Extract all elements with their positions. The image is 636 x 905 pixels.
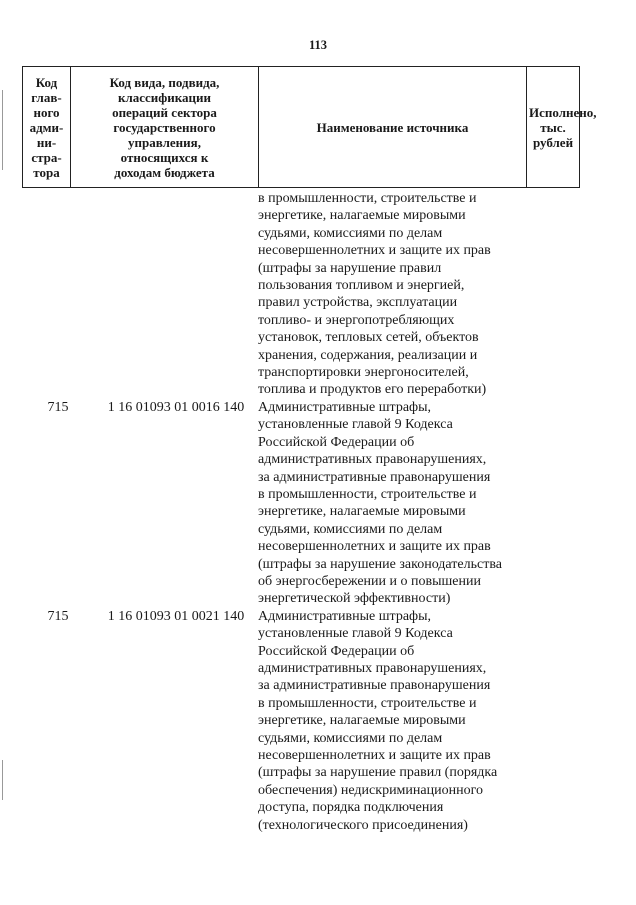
- source-name-line: энергетической эффективности): [258, 591, 451, 607]
- classification-code-cell: 1 16 01093 01 0021 140: [107, 608, 245, 624]
- source-name-line: несовершеннолетних и защите их прав: [258, 539, 491, 555]
- header-line: рублей: [532, 134, 574, 150]
- header-line: доходам бюджета: [114, 164, 215, 180]
- scan-edge-mark: [2, 90, 3, 170]
- source-name-line: Административные штрафы,: [258, 399, 432, 415]
- header-line: ни-: [36, 134, 57, 150]
- source-name-line: за административные правонарушения: [258, 469, 491, 485]
- table-rows: [22, 399, 579, 834]
- header-line: Исполнено,: [529, 104, 597, 120]
- source-name-line: Административные штрафы,: [258, 608, 432, 624]
- header-line: адми-: [29, 119, 64, 135]
- source-name-line: в промышленности, строительстве и: [258, 191, 477, 206]
- source-name-line: судьями, комиссиями по делам: [258, 521, 443, 537]
- source-name-line: правил устройства, эксплуатации: [258, 295, 458, 311]
- table-row: [22, 608, 579, 834]
- header-line: стра-: [31, 149, 62, 165]
- header-line: относящихся к: [120, 149, 209, 165]
- source-name-line: в промышленности, строительстве и: [258, 695, 477, 711]
- admin-code-cell: 715: [47, 399, 69, 415]
- source-name-line: несовершеннолетних и защите их прав: [258, 748, 491, 763]
- source-name-line: энергетике, налагаемые мировыми: [258, 504, 466, 520]
- source-name-line: транспортировки энергоносителей,: [258, 365, 469, 381]
- source-name-cell: [258, 608, 526, 834]
- source-name-line: об энергосбережении и о повышении: [258, 573, 481, 589]
- source-name-line: несовершеннолетних и защите их прав: [258, 243, 491, 259]
- source-name-line: (штрафы за нарушение законодательства: [258, 556, 502, 572]
- source-name-line: пользования топливом и энергией,: [258, 278, 465, 294]
- header-classification-code: [71, 67, 259, 188]
- source-name-line: за административные правонарушения: [258, 678, 491, 694]
- header-line: тора: [33, 164, 60, 180]
- source-name-line: обеспечения) недискриминационного: [258, 782, 483, 798]
- source-name-line: (штрафы за нарушение правил (порядка: [258, 765, 498, 781]
- header-admin-code: [23, 67, 71, 188]
- header-line: глав-: [31, 89, 62, 105]
- source-name-line: топливо- и энергопотребляющих: [258, 312, 455, 328]
- header-line: операций сектора: [112, 104, 217, 120]
- header-line: государственного: [113, 119, 216, 135]
- header-line: ного: [33, 104, 60, 120]
- table-body: [22, 190, 579, 834]
- source-name-line: в промышленности, строительстве и: [258, 486, 477, 502]
- header-source-name: [259, 67, 527, 188]
- source-name-line: доступа, порядка подключения: [258, 800, 444, 816]
- header-line: управления,: [128, 134, 201, 150]
- source-name-line: административных правонарушениях,: [258, 660, 487, 676]
- header-line: Код вида, подвида,: [109, 74, 220, 90]
- source-name-line: (штрафы за нарушение правил: [258, 260, 442, 276]
- source-name-line: энергетике, налагаемые мировыми: [258, 713, 466, 729]
- sources-table-header: [22, 66, 597, 188]
- classification-code-cell: 1 16 01093 01 0016 140: [107, 399, 245, 415]
- scan-edge-mark: [2, 760, 3, 800]
- source-name-line: установленные главой 9 Кодекса: [258, 417, 453, 433]
- header-line: Код: [35, 74, 58, 90]
- admin-code-cell: 715: [47, 608, 69, 624]
- source-name-line: установок, тепловых сетей, объектов: [258, 330, 479, 346]
- source-name-line: судьями, комиссиями по делам: [258, 225, 443, 241]
- page-number: 113: [308, 38, 328, 52]
- header-line: классификации: [117, 89, 212, 105]
- table-row: [22, 399, 579, 608]
- continuation-text: [258, 190, 526, 399]
- source-name-line: энергетике, налагаемые мировыми: [258, 208, 466, 224]
- source-name-line: топлива и продуктов его переработки): [258, 382, 487, 398]
- header-line: тыс.: [540, 119, 566, 135]
- header-executed-amount: [527, 67, 597, 188]
- source-name-line: Российской Федерации об: [258, 643, 415, 659]
- source-name-line: хранения, содержания, реализации и: [258, 347, 478, 363]
- header-line: Наименование источника: [316, 119, 469, 135]
- source-name-cell: [258, 399, 526, 608]
- source-name-line: административных правонарушениях,: [258, 452, 487, 468]
- source-name-line: (технологического присоединения): [258, 817, 468, 833]
- source-name-line: установленные главой 9 Кодекса: [258, 626, 453, 642]
- source-name-line: судьями, комиссиями по делам: [258, 730, 443, 746]
- source-name-line: Российской Федерации об: [258, 434, 415, 450]
